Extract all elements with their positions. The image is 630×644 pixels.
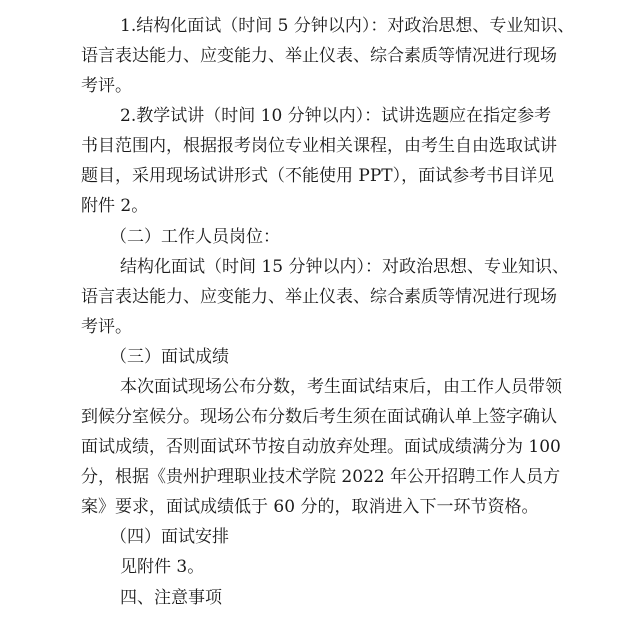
- text-line: 面试成绩，否则面试环节按自动放弃处理。面试成绩满分为 100: [81, 437, 561, 457]
- text-line: 分，根据《贵州护理职业技术学院 2022 年公开招聘工作人员方: [81, 467, 561, 487]
- text-line: 书目范围内，根据报考岗位专业相关课程，由考生自由选取试讲: [81, 136, 557, 156]
- text-line: 考评。: [81, 317, 132, 337]
- text-line: 案》要求，面试成绩低于 60 分的，取消进入下一环节资格。: [81, 497, 539, 517]
- text-line: 附件 2。: [81, 196, 149, 216]
- text-line: 结构化面试（时间 15 分钟以内）：对政治思想、专业知识、: [120, 257, 569, 277]
- text-line: 1.结构化面试（时间 5 分钟以内）：对政治思想、专业知识、: [120, 16, 575, 36]
- text-line: 本次面试现场公布分数，考生面试结束后，由工作人员带领: [120, 377, 562, 397]
- text-line: 到候分室候分。现场公布分数后考生须在面试确认单上签字确认: [81, 407, 557, 427]
- section-heading-interview-schedule: （四）面试安排: [110, 527, 229, 547]
- section-heading-interview-score: （三）面试成绩: [110, 347, 229, 367]
- text-line: 考评。: [81, 76, 132, 96]
- section-heading-notes: 四、注意事项: [120, 588, 222, 608]
- text-line: 语言表达能力、应变能力、举止仪表、综合素质等情况进行现场: [81, 287, 557, 307]
- section-heading-staff-position: （二）工作人员岗位：: [110, 227, 280, 247]
- text-line: 2.教学试讲（时间 10 分钟以内）：试讲选题应在指定参考: [120, 106, 552, 126]
- text-line: 见附件 3。: [120, 557, 205, 577]
- text-line: 题目，采用现场试讲形式（不能使用 PPT），面试参考书目详见: [81, 166, 555, 186]
- text-line: 语言表达能力、应变能力、举止仪表、综合素质等情况进行现场: [81, 46, 557, 66]
